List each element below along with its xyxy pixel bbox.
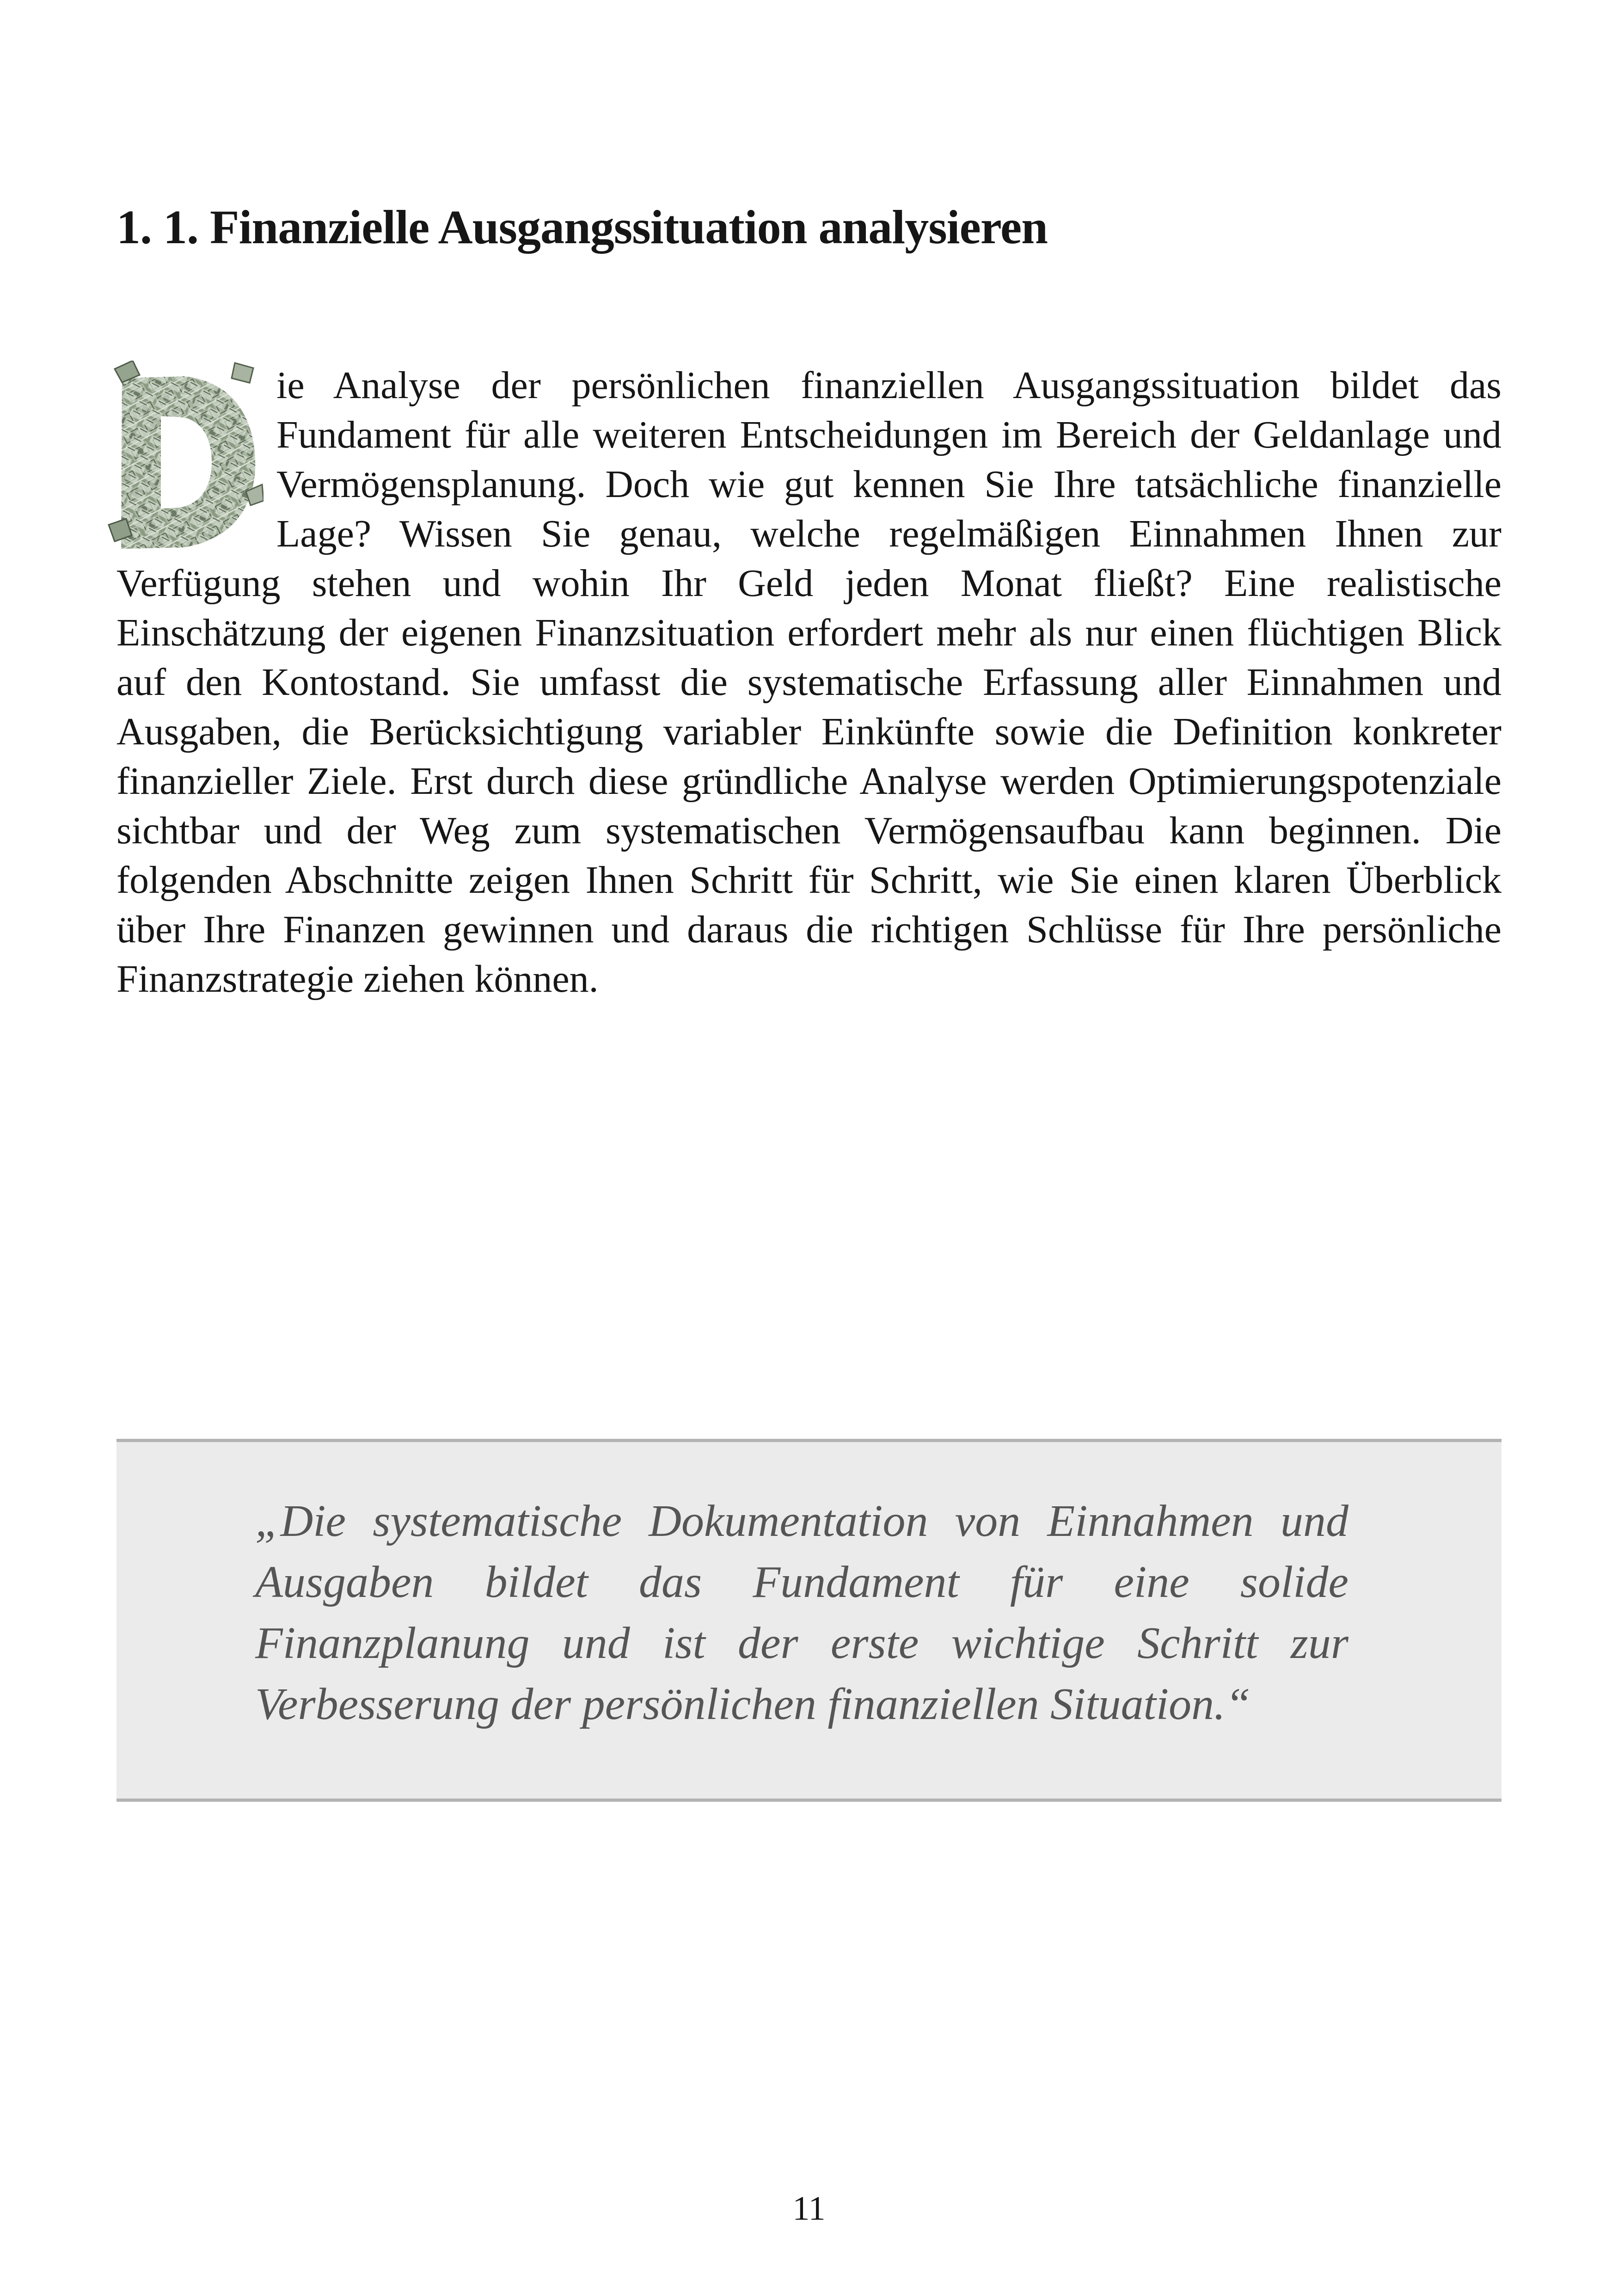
highlight-quote-box: [116, 1439, 1502, 1802]
intro-text: ie Analyse der persönlichen finanziellen Ausgangssituation bildet das Fundament für alle weiteren Entscheidungen im Bereich der Geldanlage und Vermögensplanung. Doch wie gut kennen Sie Ihre tatsächliche finanzielle Lage? Wissen Sie genau, welche regelmäßigen Einnahmen Ihnen zur Verfügung stehen und wohin Ihr Geld jeden Monat fließt? Eine realistische Einschätzung der eigenen Finanzsituation erfordert mehr als nur einen flüchtigen Blick auf den Kontostand. Sie umfasst die systematische Erfassung aller Einnahmen und Ausgaben, die Berücksichtigung variabler Einkünfte sowie die Definition konkreter finanzieller Ziele. Erst durch diese gründliche Analyse werden Optimierungspotenziale sichtbar und der Weg zum systematischen Vermögensaufbau kann beginnen. Die folgenden Abschnitte zeigen Ihnen Schritt für Schritt, wie Sie einen klaren Überblick über Ihre Finanzen gewinnen und daraus die richtigen Schlüsse für Ihre persönliche Finanzstrategie ziehen können.: [116, 364, 1502, 1001]
section-heading: 1. 1. Finanzielle Ausgangssituation analysieren: [116, 201, 1048, 254]
banknote-letter-d-icon: [106, 361, 264, 559]
drop-cap: [106, 361, 264, 559]
intro-paragraph: [116, 361, 1502, 1004]
page-number: 11: [792, 2190, 826, 2228]
highlight-quote-text: „Die systematische Dokumentation von Einnahmen und Ausgaben bildet das Fundament für eine solide Finanzplanung und ist der erste wichtige Schritt zur Verbesserung der persönlichen finanziellen Situation.“: [255, 1496, 1348, 1729]
